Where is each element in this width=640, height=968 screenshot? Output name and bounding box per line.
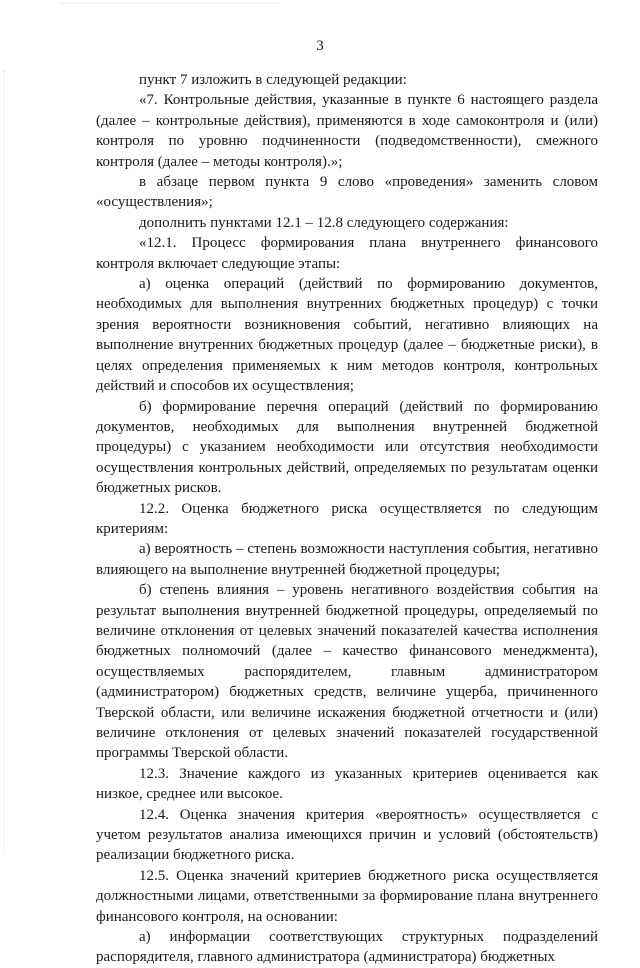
page-number: 3: [316, 38, 324, 54]
paragraph: 12.5. Оценка значений критериев бюджетного риска осуществляется должностными лицами, ответственными за формирование плана внутреннего финансового контроля, на основании:: [96, 867, 598, 925]
paragraph: а) оценка операций (действий по формированию документов, необходимых для выполнения внутренних бюджетных процедур) с точки зрения вероятности возникновения событий, негативно влияющих на выполнение внутренних бюджетных процедур (далее – бюджетные риски), в целях определения применяемых к ним методов контроля, контрольных действий и способов их осуществления;: [96, 276, 598, 395]
paragraph: 12.4. Оценка значения критерия «вероятность» осуществляется с учетом результатов анализа имеющихся причин и условий (обстоятельств) реализации бюджетного риска.: [96, 806, 598, 864]
paragraph: 12.3. Значение каждого из указанных критериев оценивается как низкое, среднее или высокое.: [96, 765, 598, 803]
paragraph: 12.2. Оценка бюджетного риска осуществляется по следующим критериям:: [96, 500, 598, 537]
paragraph: «7. Контрольные действия, указанные в пункте 6 настоящего раздела (далее – контрольные действия), применяются в ходе самоконтроля и (или) контроля по уровню подчиненности (подведомственности), смежного контроля (далее – методы контроля).»;: [96, 92, 598, 170]
paragraph: в абзаце первом пункта 9 слово «проведения» заменить словом «осуществления»;: [96, 174, 598, 211]
paragraph: «12.1. Процесс формирования плана внутреннего финансового контроля включает следующие этапы:: [96, 235, 598, 272]
paragraph: а) информации соответствующих структурных подразделений распорядителя, главного администратора (администратора) бюджетных: [96, 929, 598, 966]
paragraph: б) степень влияния – уровень негативного воздействия события на результат выполнения внутренней бюджетной процедуры, определяемый по величине отклонения от целевых значений показателей качества исполнения бюджетных полномочий (далее – качество финансового менеджмента), осуществляемых распорядителем, главным администратором (администратором) бюджетных средств, величине ущерба, причиненного Тверской области, или величине искажения бюджетной отчетности и (или) величине отклонения от целевых значений показателей государственной программы Тверской области.: [96, 582, 598, 762]
paragraph: дополнить пунктами 12.1 – 12.8 следующего содержания:: [139, 214, 509, 231]
paragraph: пункт 7 изложить в следующей редакции:: [139, 72, 407, 88]
scan-edge-artifact: [4, 70, 6, 850]
paragraph: а) вероятность – степень возможности наступления события, негативно влияющего на выполнение внутренней бюджетной процедуры;: [96, 541, 598, 578]
scan-artifact: [60, 3, 280, 8]
document-body: [96, 70, 598, 968]
paragraph: б) формирование перечня операций (действий по формированию документов, необходимых для выполнения внутренней бюджетной процедуры) с указанием необходимости или отсутствия необходимости осуществления контрольных действий, определяемых по результатам оценки бюджетных рисков.: [96, 398, 598, 497]
